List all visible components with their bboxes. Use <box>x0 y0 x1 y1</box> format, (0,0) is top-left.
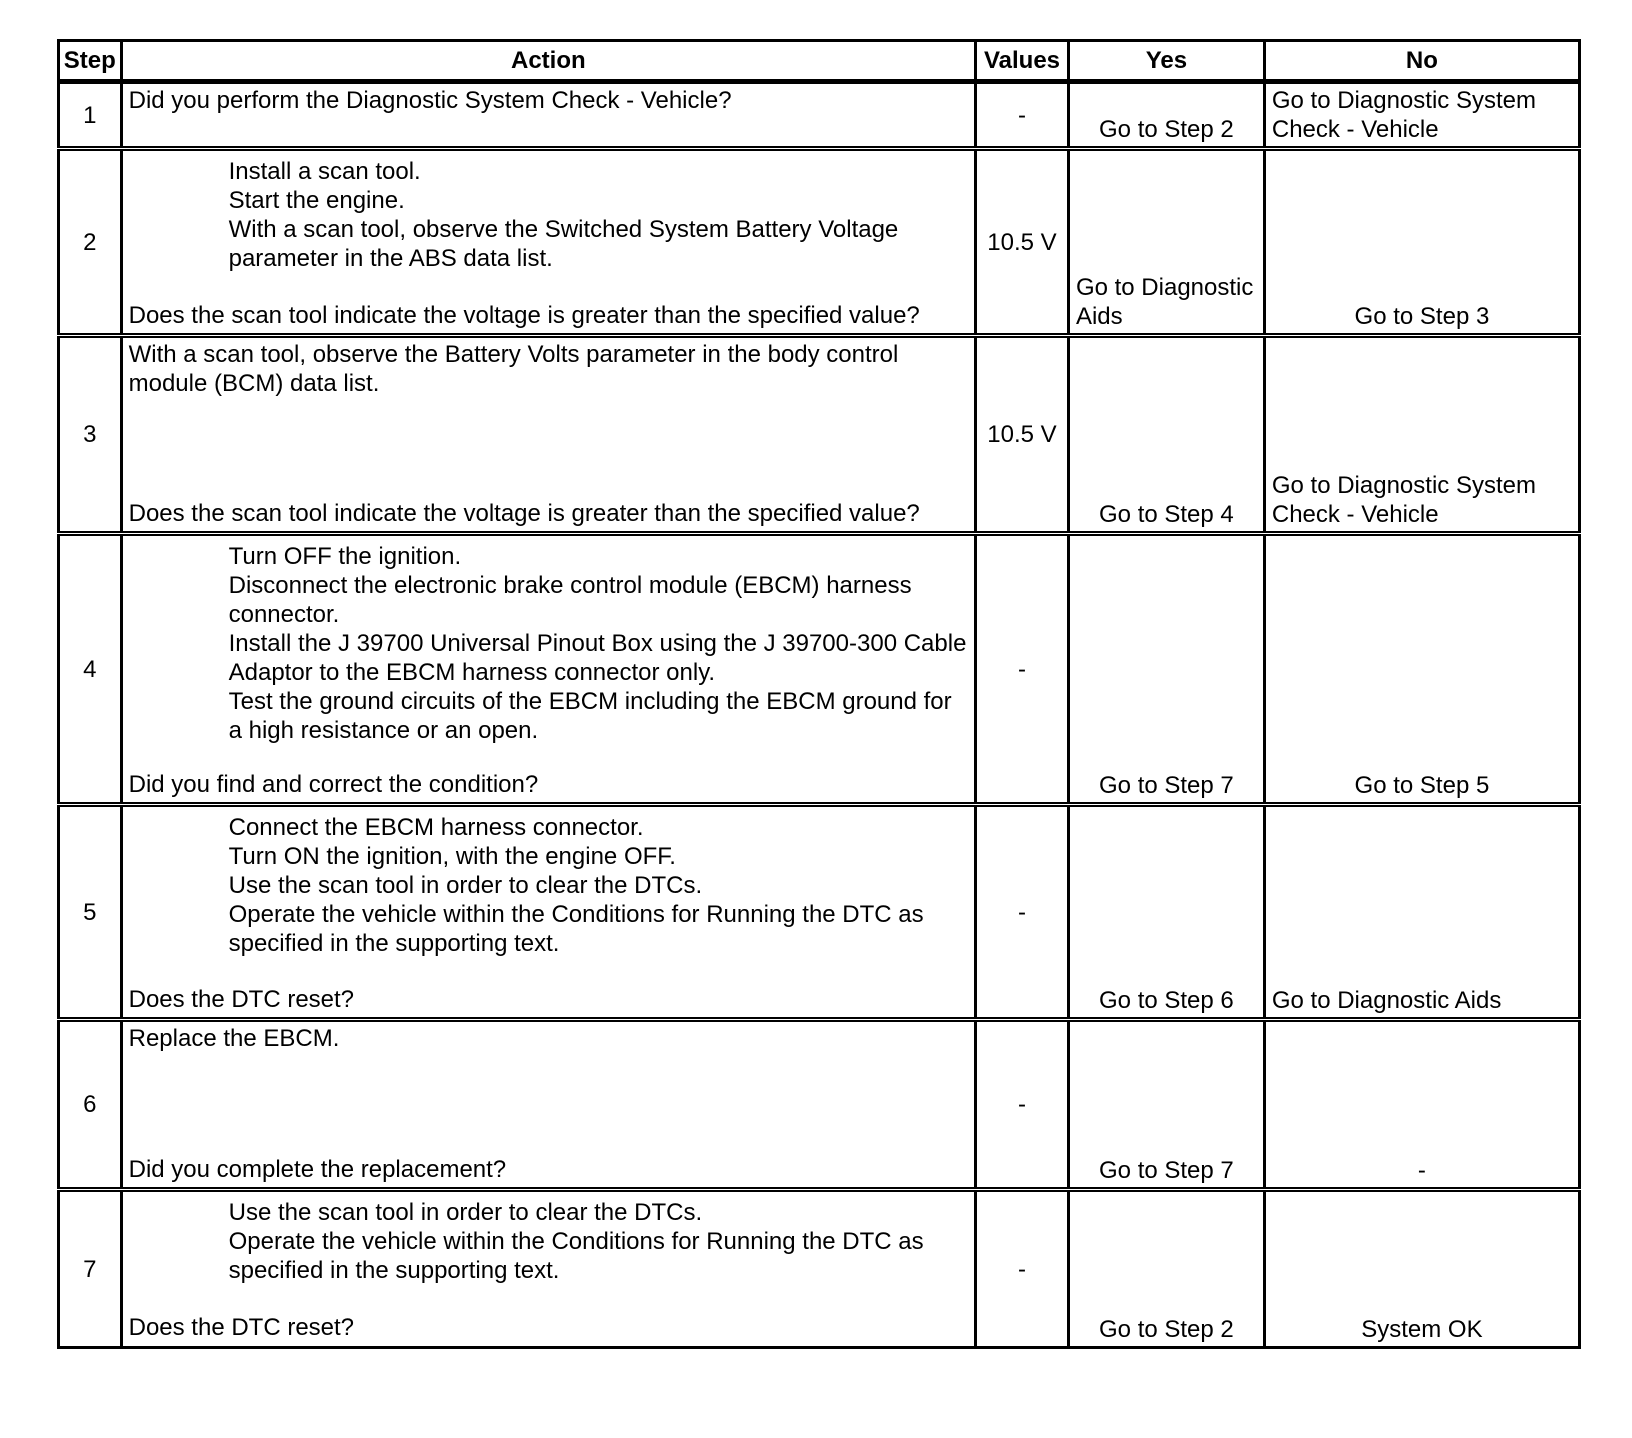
instruction-line: Use the scan tool in order to clear the DTCs. <box>228 872 703 899</box>
header-yes: Yes <box>1068 41 1264 82</box>
instruction-line: With a scan tool, observe the Battery Volts parameter in the body control module (BCM) data list. <box>128 341 899 397</box>
instruction-line: Replace the EBCM. <box>128 1025 340 1052</box>
no-cell: Go to Step 3 <box>1264 149 1579 336</box>
instruction-line: Start the engine. <box>228 187 405 214</box>
table-row <box>59 149 1580 336</box>
question-text: Does the scan tool indicate the voltage is greater than the specified value? <box>128 302 920 329</box>
action-cell <box>121 149 975 336</box>
value-cell: - <box>976 1020 1069 1190</box>
yes-cell: Go to Step 4 <box>1068 336 1264 534</box>
instruction-line: Turn ON the ignition, with the engine OFF. <box>228 843 676 870</box>
header-step: Step <box>59 41 122 82</box>
step-number: 2 <box>59 149 122 336</box>
question-text: Does the DTC reset? <box>128 1314 355 1341</box>
yes-cell: Go to Step 2 <box>1068 1190 1264 1348</box>
table-row <box>59 336 1580 534</box>
no-cell: Go to Step 5 <box>1264 534 1579 805</box>
yes-cell: Go to Diagnostic Aids <box>1068 149 1264 336</box>
action-cell <box>121 1190 975 1348</box>
table-body <box>59 82 1580 1348</box>
action-cell <box>121 534 975 805</box>
step-number: 1 <box>59 82 122 149</box>
step-number: 6 <box>59 1020 122 1190</box>
question-text: Does the DTC reset? <box>128 986 355 1013</box>
no-cell: Go to Diagnostic System Check - Vehicle <box>1264 336 1579 534</box>
action-cell <box>121 336 975 534</box>
yes-cell: Go to Step 7 <box>1068 1020 1264 1190</box>
header-values: Values <box>976 41 1069 82</box>
header-action: Action <box>121 41 975 82</box>
instruction-line: Disconnect the electronic brake control module (EBCM) harness connector. <box>228 572 912 628</box>
value-cell: - <box>976 82 1069 149</box>
step-number: 3 <box>59 336 122 534</box>
table-row <box>59 534 1580 805</box>
step-number: 4 <box>59 534 122 805</box>
no-cell: - <box>1264 1020 1579 1190</box>
header-row <box>59 41 1580 82</box>
question-text: Did you find and correct the condition? <box>128 771 539 798</box>
no-cell: Go to Diagnostic Aids <box>1264 805 1579 1020</box>
table-row <box>59 1020 1580 1190</box>
instruction-line: With a scan tool, observe the Switched System Battery Voltage parameter in the ABS data list. <box>228 216 899 272</box>
no-cell: Go to Diagnostic System Check - Vehicle <box>1264 82 1579 149</box>
instruction-line: Operate the vehicle within the Conditions for Running the DTC as specified in the supporting text. <box>228 1228 924 1284</box>
action-cell <box>121 805 975 1020</box>
value-cell: - <box>976 534 1069 805</box>
question-text: Did you complete the replacement? <box>128 1156 507 1183</box>
instruction-line: Turn OFF the ignition. <box>228 543 462 570</box>
yes-cell: Go to Step 7 <box>1068 534 1264 805</box>
yes-cell: Go to Step 2 <box>1068 82 1264 149</box>
question-text: Did you perform the Diagnostic System Check - Vehicle? <box>128 87 732 114</box>
value-cell: - <box>976 805 1069 1020</box>
diagnostic-table <box>57 39 1581 1349</box>
question-text: Does the scan tool indicate the voltage is greater than the specified value? <box>128 500 920 527</box>
yes-cell: Go to Step 6 <box>1068 805 1264 1020</box>
value-cell: - <box>976 1190 1069 1348</box>
table-row <box>59 805 1580 1020</box>
table-row <box>59 1190 1580 1348</box>
step-number: 5 <box>59 805 122 1020</box>
header-no: No <box>1264 41 1579 82</box>
table-header <box>59 41 1580 82</box>
instruction-line: Connect the EBCM harness connector. <box>228 814 644 841</box>
step-number: 7 <box>59 1190 122 1348</box>
instruction-line: Use the scan tool in order to clear the DTCs. <box>228 1199 703 1226</box>
table-row <box>59 82 1580 149</box>
value-cell: 10.5 V <box>976 336 1069 534</box>
value-cell: 10.5 V <box>976 149 1069 336</box>
instruction-line: Install the J 39700 Universal Pinout Box using the J 39700-300 Cable Adaptor to the EBCM harness connector only. <box>228 630 967 686</box>
action-cell <box>121 1020 975 1190</box>
instruction-line: Test the ground circuits of the EBCM including the EBCM ground for a high resistance or an open. <box>228 688 952 744</box>
instruction-line: Operate the vehicle within the Conditions for Running the DTC as specified in the supporting text. <box>228 901 924 957</box>
action-cell <box>121 82 975 149</box>
no-cell: System OK <box>1264 1190 1579 1348</box>
instruction-line: Install a scan tool. <box>228 158 421 185</box>
